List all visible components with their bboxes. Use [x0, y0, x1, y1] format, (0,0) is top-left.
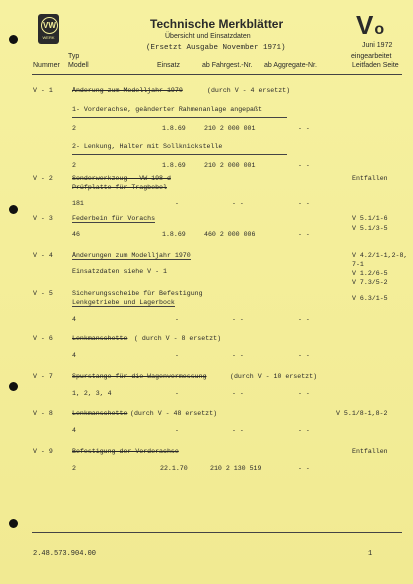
row-einsatz: -	[175, 200, 179, 207]
row-leitfaden: V 6.3/1-5	[352, 295, 388, 302]
row-aggregate: - -	[298, 352, 310, 359]
row-title-2: Lenkgetriebe und Lagerbock	[72, 299, 175, 306]
punch-hole	[9, 205, 18, 214]
row-title: Lenkmanschette	[72, 335, 128, 342]
row-fahrgest: - -	[232, 200, 244, 207]
issue-date: Juni 1972	[362, 42, 393, 49]
row-number: V - 1	[33, 87, 53, 94]
vw-logo: VW WERK	[38, 14, 59, 44]
row-einsatz: -	[175, 316, 179, 323]
row-number: V - 8	[33, 410, 53, 417]
row-leitfaden: V 4.2/1-1,2-8,	[352, 252, 408, 259]
row-einsatz: -	[175, 427, 179, 434]
page-number: 1	[368, 550, 373, 558]
row-title: Sicherungsscheibe für Befestigung	[72, 290, 203, 297]
row-number: V - 5	[33, 290, 53, 297]
row-title: Befestigung der Vorderachse	[72, 448, 179, 455]
row-leitfaden: V 5.1/8-1,8-2	[336, 410, 388, 417]
row-title: Federbein für Vorachs	[72, 215, 156, 222]
row-modell: 4	[72, 427, 76, 434]
row-aggregate: - -	[298, 316, 310, 323]
col-typ: Typ	[68, 53, 80, 60]
section-code: Vo	[356, 10, 386, 40]
row-fahrgest: - -	[232, 352, 244, 359]
col-fahrgest: ab Fahrgest.-Nr.	[202, 62, 253, 69]
col-leitfaden: Leitfaden Seite	[352, 62, 399, 69]
col-eingearbeitet: eingearbeitet	[351, 53, 392, 60]
row-aggregate: - -	[298, 125, 310, 132]
row-aggregate: - -	[298, 162, 310, 169]
header-rule	[32, 74, 402, 75]
row-title: Spurstange für die Wagenvermessung	[72, 373, 207, 380]
row-modell: 2	[72, 125, 76, 132]
punch-hole	[9, 35, 18, 44]
row-leitfaden: V 7.3/5-2	[352, 279, 388, 286]
row-modell: 2	[72, 162, 76, 169]
row-modell: 46	[72, 231, 80, 238]
punch-hole	[9, 519, 18, 528]
row-subitem: 1- Vorderachse, geänderter Rahmenanlage angepaßt	[72, 106, 262, 113]
row-number: V - 6	[33, 335, 53, 342]
row-number: V - 4	[33, 252, 53, 259]
row-title: Lenkmanschette	[72, 410, 128, 417]
document-code: 2.48.573.904.00	[33, 550, 97, 558]
row-modell: 4	[72, 316, 76, 323]
row-fahrgest: 210 2 130 519	[210, 465, 262, 472]
row-leitfaden: V 5.1/1-6	[352, 215, 388, 222]
row-number: V - 7	[33, 373, 53, 380]
row-title: Sonderwerkzeug - VW 198 d	[72, 175, 171, 182]
row-title-2: Einsatzdaten siehe V - 1	[72, 268, 167, 275]
row-aggregate: - -	[298, 465, 310, 472]
row-einsatz: -	[175, 352, 179, 359]
row-number: V - 3	[33, 215, 53, 222]
row-modell: 181	[72, 200, 84, 207]
row-fahrgest: - -	[232, 390, 244, 397]
page-title: Technische Merkblätter	[150, 17, 284, 31]
row-leitfaden: Entfallen	[352, 175, 388, 182]
col-einsatz: Einsatz	[157, 62, 180, 69]
row-fahrgest: - -	[232, 316, 244, 323]
underline	[72, 117, 287, 118]
col-aggregate: ab Aggregate-Nr.	[264, 62, 317, 69]
row-number: V - 2	[33, 175, 53, 182]
row-einsatz: 1.8.69	[162, 125, 186, 132]
row-note: (durch V - 48 ersetzt)	[130, 410, 218, 417]
row-subitem: 2- Lenkung, Halter mit Sollknickstelle	[72, 143, 223, 150]
row-leitfaden: Entfallen	[352, 448, 388, 455]
edition-note: (Ersetzt Ausgabe November 1971)	[146, 44, 286, 52]
row-leitfaden: 7-1	[352, 261, 364, 268]
row-number: V - 9	[33, 448, 53, 455]
row-note: (durch V - 4 ersetzt)	[207, 87, 291, 94]
row-aggregate: - -	[298, 390, 310, 397]
row-leitfaden: V 5.1/3-5	[352, 225, 388, 232]
row-aggregate: - -	[298, 200, 310, 207]
row-fahrgest: 210 2 000 001	[204, 162, 256, 169]
row-aggregate: - -	[298, 231, 310, 238]
row-title: Änderungen zum Modelljahr 1970	[72, 252, 191, 259]
row-fahrgest: - -	[232, 427, 244, 434]
row-note: (durch V - 10 ersetzt)	[230, 373, 318, 380]
row-modell: 2	[72, 465, 76, 472]
row-modell: 1, 2, 3, 4	[72, 390, 112, 397]
footer-rule	[32, 532, 402, 533]
subtitle: Übersicht und Einsatzdaten	[165, 33, 251, 40]
row-modell: 4	[72, 352, 76, 359]
underline	[72, 154, 287, 155]
row-aggregate: - -	[298, 427, 310, 434]
row-einsatz: 1.8.69	[162, 231, 186, 238]
row-einsatz: 1.8.69	[162, 162, 186, 169]
row-einsatz: 22.1.70	[160, 465, 188, 472]
col-nummer: Nummer	[33, 62, 60, 69]
row-note: ( durch V - 8 ersetzt)	[134, 335, 222, 342]
row-leitfaden: V 1.2/6-5	[352, 270, 388, 277]
row-fahrgest: 460 2 000 006	[204, 231, 256, 238]
col-modell: Modell	[68, 62, 89, 69]
row-einsatz: -	[175, 390, 179, 397]
punch-hole	[9, 382, 18, 391]
row-title: Änderung zum Modelljahr 1970	[72, 87, 183, 94]
row-title-2: Prüfplatte für Tragbebel	[72, 184, 167, 191]
row-fahrgest: 210 2 000 001	[204, 125, 256, 132]
